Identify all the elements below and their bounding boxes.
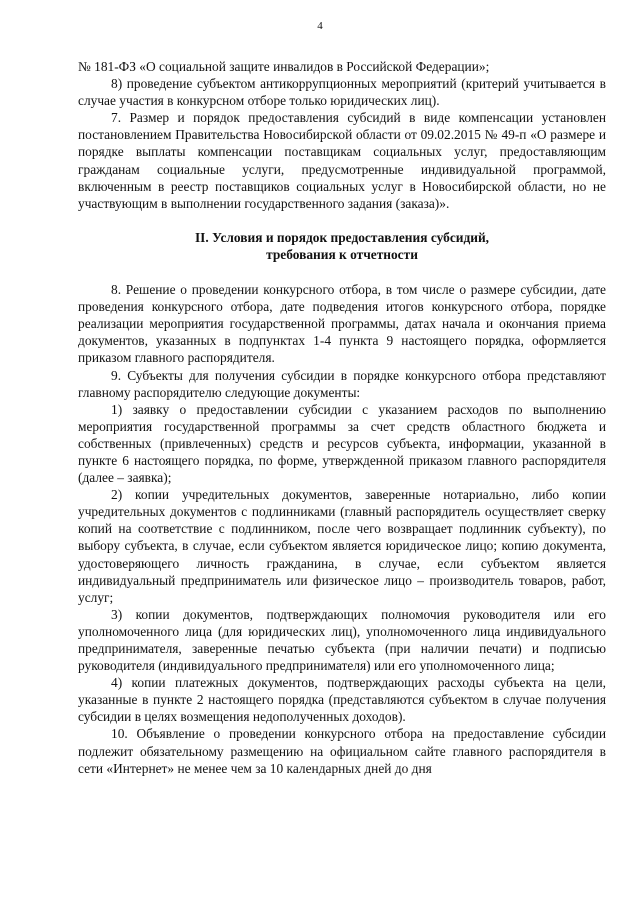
paragraph-9-item-1: 1) заявку о предоставлении субсидии с указанием расходов по выполнению мероприятия государственной программы за счет средств областного бюджета и собственных (привлеченных) средств и ресурсов субъекта, информации, указанной в пункте 6 настоящего порядка, по форме, утвержденной приказом главного распорядителя (далее – заявка);	[78, 401, 606, 486]
paragraph-7: 7. Размер и порядок предоставления субсидий в виде компенсации установлен постановлением Правительства Новосибирской области от 09.02.2015 № 49-п «О размере и порядке выплаты компенсации поставщикам социальных услуг, предоставляющим гражданам социальные услуги, предусмотренные индивидуальной программой, включенным в реестр поставщиков социальных услуг в Новосибирской области, но не участвующим в выполнении государственного задания (заказа)».	[78, 110, 606, 211]
document-body	[78, 58, 606, 777]
section-title-line-2: требования к отчетности	[266, 246, 418, 262]
paragraph-9: 9. Субъекты для получения субсидии в порядке конкурсного отбора представляют главному распорядителю следующие документы:	[78, 367, 606, 400]
paragraph-continuation: № 181-ФЗ «О социальной защите инвалидов в Российской Федерации»;	[78, 59, 490, 74]
paragraph-8: 8. Решение о проведении конкурсного отбора, в том числе о размере субсидии, дате проведения конкурсного отбора, дате подведения итогов конкурсного отбора, порядке реализации мероприятия государственной программы, датах начала и окончания приема документов, указанных в подпунктах 1-4 пункта 9 настоящего порядка, оформляется приказом главного распорядителя.	[78, 282, 606, 366]
page-number: 4	[317, 20, 323, 32]
paragraph-9-item-2: 2) копии учредительных документов, заверенные нотариально, либо копии учредительных документов с подлинниками (главный распорядитель осуществляет сверку копий на соответствие с подлинником, после чего возвращает подлинник субъекту), по выбору субъекта, в случае, если субъектом является юридическое лицо; копию документа, удостоверяющего личность гражданина, в случае, если субъектом является индивидуальный предприниматель или физическое лицо – производитель товаров, работ, услуг;	[78, 487, 606, 605]
paragraph-item-8-anticorruption: 8) проведение субъектом антикоррупционных мероприятий (критерий учитывается в случае участия в конкурсном отборе только юридических лиц).	[78, 76, 606, 109]
section-title	[78, 229, 606, 263]
section-title-line-1: II. Условия и порядок предоставления субсидий,	[194, 229, 490, 245]
paragraph-10: 10. Объявление о проведении конкурсного отбора на предоставление субсидии подлежит обязательному размещению на официальном сайте главного распорядителя в сети «Интернет» не менее чем за 10 календарных дней до дня	[78, 726, 606, 776]
paragraph-9-item-3: 3) копии документов, подтверждающих полномочия руководителя или его уполномоченного лица (для юридических лиц), уполномоченного лица индивидуального предпринимателя, заверенные печатью субъекта (при наличии печати) и подписью руководителя (индивидуального предпринимателя) или его уполномоченного лица;	[78, 606, 606, 674]
paragraph-9-item-4: 4) копии платежных документов, подтверждающих расходы субъекта на цели, указанные в пункте 2 настоящего порядка (представляются субъектом в случае получения субсидии в целях возмещения недополученных доходов).	[78, 675, 606, 725]
